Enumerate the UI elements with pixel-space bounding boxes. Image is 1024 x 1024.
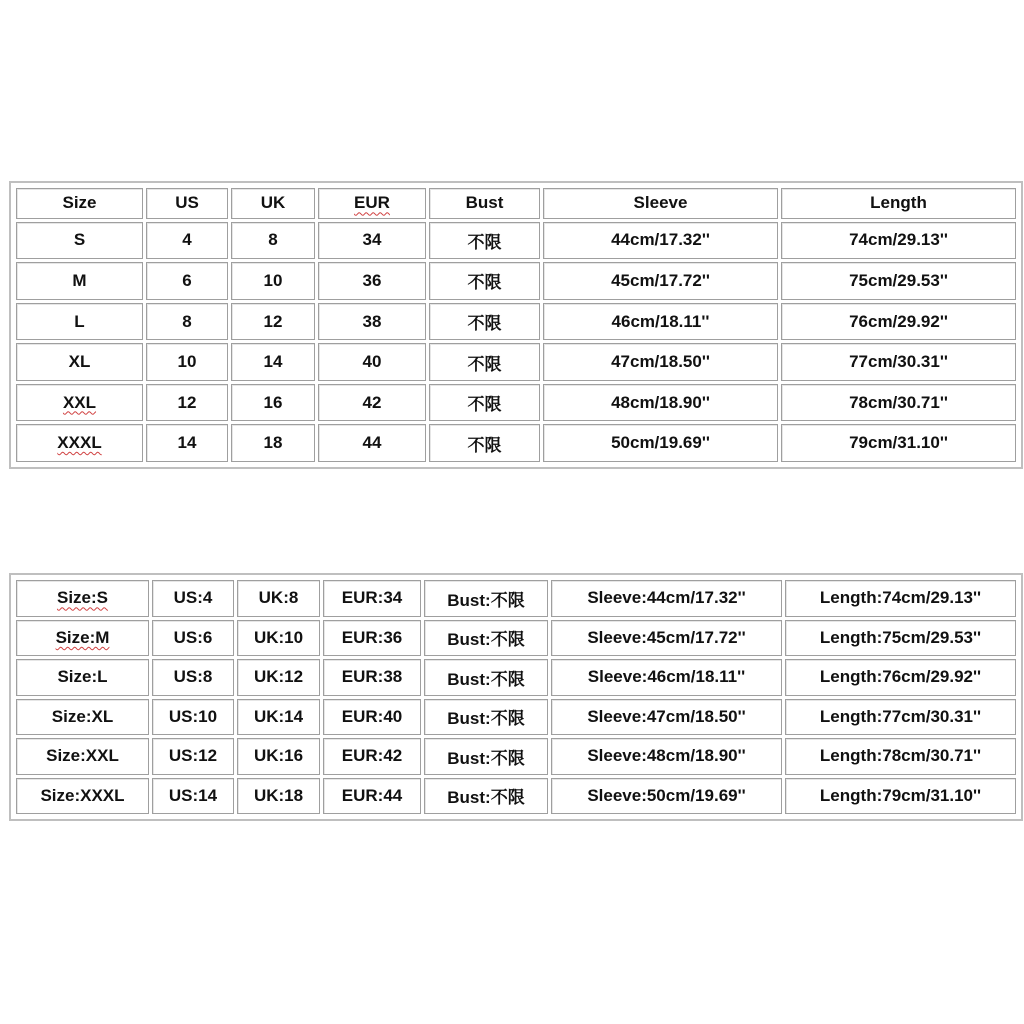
- cell-length: Length:77cm/30.31'': [785, 699, 1016, 736]
- cell-sleeve: 48cm/18.90'': [543, 384, 778, 422]
- cell-us: US:8: [152, 659, 234, 696]
- cell-sleeve: 50cm/19.69'': [543, 424, 778, 462]
- header-cell-length: Length: [781, 188, 1016, 219]
- cell-sleeve: Sleeve:47cm/18.50'': [551, 699, 782, 736]
- cell-sleeve: 44cm/17.32'': [543, 222, 778, 260]
- cell-size: Size:L: [16, 659, 149, 696]
- cell-bust: Bust:不限: [424, 738, 548, 775]
- cell-uk: UK:12: [237, 659, 320, 696]
- cell-size: XL: [16, 343, 143, 381]
- cell-us: US:14: [152, 778, 234, 815]
- cell-eur: EUR:36: [323, 620, 421, 657]
- cell-uk: 8: [231, 222, 315, 260]
- cell-bust: Bust:不限: [424, 620, 548, 657]
- cell-uk: 14: [231, 343, 315, 381]
- cell-eur: 38: [318, 303, 426, 341]
- cell-us: 4: [146, 222, 228, 260]
- table-row: [16, 424, 1016, 462]
- cell-length: Length:76cm/29.92'': [785, 659, 1016, 696]
- cell-size-label: Size:M: [55, 627, 110, 647]
- cell-sleeve: 47cm/18.50'': [543, 343, 778, 381]
- cell-us: 12: [146, 384, 228, 422]
- cell-uk: 18: [231, 424, 315, 462]
- cell-us: 14: [146, 424, 228, 462]
- size-chart-table-1: [9, 181, 1023, 469]
- cell-length: 74cm/29.13'': [781, 222, 1016, 260]
- cell-bust: 不限: [429, 262, 540, 300]
- cell-eur: 40: [318, 343, 426, 381]
- cell-eur: EUR:38: [323, 659, 421, 696]
- cell-us: 6: [146, 262, 228, 300]
- cell-us: 8: [146, 303, 228, 341]
- cell-uk: 10: [231, 262, 315, 300]
- size-chart-table-2: [9, 573, 1023, 821]
- cell-bust: 不限: [429, 222, 540, 260]
- table-row: [16, 222, 1016, 260]
- cell-bust: Bust:不限: [424, 778, 548, 815]
- header-cell-uk: UK: [231, 188, 315, 219]
- cell-length: Length:79cm/31.10'': [785, 778, 1016, 815]
- header-cell-sleeve: Sleeve: [543, 188, 778, 219]
- cell-uk: 16: [231, 384, 315, 422]
- cell-uk: UK:16: [237, 738, 320, 775]
- cell-bust: Bust:不限: [424, 699, 548, 736]
- cell-size: S: [16, 222, 143, 260]
- cell-sleeve: 46cm/18.11'': [543, 303, 778, 341]
- cell-eur: 44: [318, 424, 426, 462]
- table-row: [16, 778, 1016, 815]
- header-label-eur: EUR: [354, 193, 390, 213]
- cell-bust: 不限: [429, 424, 540, 462]
- cell-size-label: XXL: [62, 392, 97, 412]
- cell-us: US:4: [152, 580, 234, 617]
- cell-us: US:6: [152, 620, 234, 657]
- cell-bust: 不限: [429, 303, 540, 341]
- cell-size: L: [16, 303, 143, 341]
- cell-length: 77cm/30.31'': [781, 343, 1016, 381]
- cell-sleeve: Sleeve:50cm/19.69'': [551, 778, 782, 815]
- table-row: [16, 343, 1016, 381]
- cell-size: [16, 424, 143, 462]
- header-row: [16, 188, 1016, 219]
- cell-eur: EUR:42: [323, 738, 421, 775]
- table-row: [16, 699, 1016, 736]
- cell-eur: EUR:34: [323, 580, 421, 617]
- cell-eur: EUR:44: [323, 778, 421, 815]
- cell-sleeve: 45cm/17.72'': [543, 262, 778, 300]
- header-cell-size: Size: [16, 188, 143, 219]
- cell-eur: 36: [318, 262, 426, 300]
- cell-uk: UK:10: [237, 620, 320, 657]
- cell-uk: UK:18: [237, 778, 320, 815]
- cell-length: 79cm/31.10'': [781, 424, 1016, 462]
- cell-bust: 不限: [429, 343, 540, 381]
- cell-size-label: Size:S: [56, 588, 109, 608]
- cell-uk: UK:14: [237, 699, 320, 736]
- cell-us: 10: [146, 343, 228, 381]
- header-cell-us: US: [146, 188, 228, 219]
- cell-sleeve: Sleeve:48cm/18.90'': [551, 738, 782, 775]
- table-row: [16, 303, 1016, 341]
- cell-size: [16, 580, 149, 617]
- cell-size: Size:XL: [16, 699, 149, 736]
- table-row: [16, 384, 1016, 422]
- table-row: [16, 738, 1016, 775]
- table-row: [16, 620, 1016, 657]
- cell-uk: 12: [231, 303, 315, 341]
- cell-eur: EUR:40: [323, 699, 421, 736]
- cell-size: Size:XXL: [16, 738, 149, 775]
- cell-size: [16, 384, 143, 422]
- header-cell-bust: Bust: [429, 188, 540, 219]
- cell-eur: 34: [318, 222, 426, 260]
- cell-length: 76cm/29.92'': [781, 303, 1016, 341]
- table-row: [16, 659, 1016, 696]
- cell-size: M: [16, 262, 143, 300]
- cell-length: 78cm/30.71'': [781, 384, 1016, 422]
- cell-size-label: XXXL: [57, 433, 102, 453]
- cell-bust: Bust:不限: [424, 580, 548, 617]
- cell-bust: Bust:不限: [424, 659, 548, 696]
- cell-us: US:12: [152, 738, 234, 775]
- cell-length: Length:78cm/30.71'': [785, 738, 1016, 775]
- cell-us: US:10: [152, 699, 234, 736]
- cell-bust: 不限: [429, 384, 540, 422]
- table-row: [16, 262, 1016, 300]
- header-cell-eur: [318, 188, 426, 219]
- table-row: [16, 580, 1016, 617]
- cell-uk: UK:8: [237, 580, 320, 617]
- cell-length: Length:75cm/29.53'': [785, 620, 1016, 657]
- cell-size: Size:XXXL: [16, 778, 149, 815]
- cell-eur: 42: [318, 384, 426, 422]
- cell-sleeve: Sleeve:45cm/17.72'': [551, 620, 782, 657]
- cell-sleeve: Sleeve:46cm/18.11'': [551, 659, 782, 696]
- cell-size: [16, 620, 149, 657]
- cell-length: Length:74cm/29.13'': [785, 580, 1016, 617]
- cell-sleeve: Sleeve:44cm/17.32'': [551, 580, 782, 617]
- cell-length: 75cm/29.53'': [781, 262, 1016, 300]
